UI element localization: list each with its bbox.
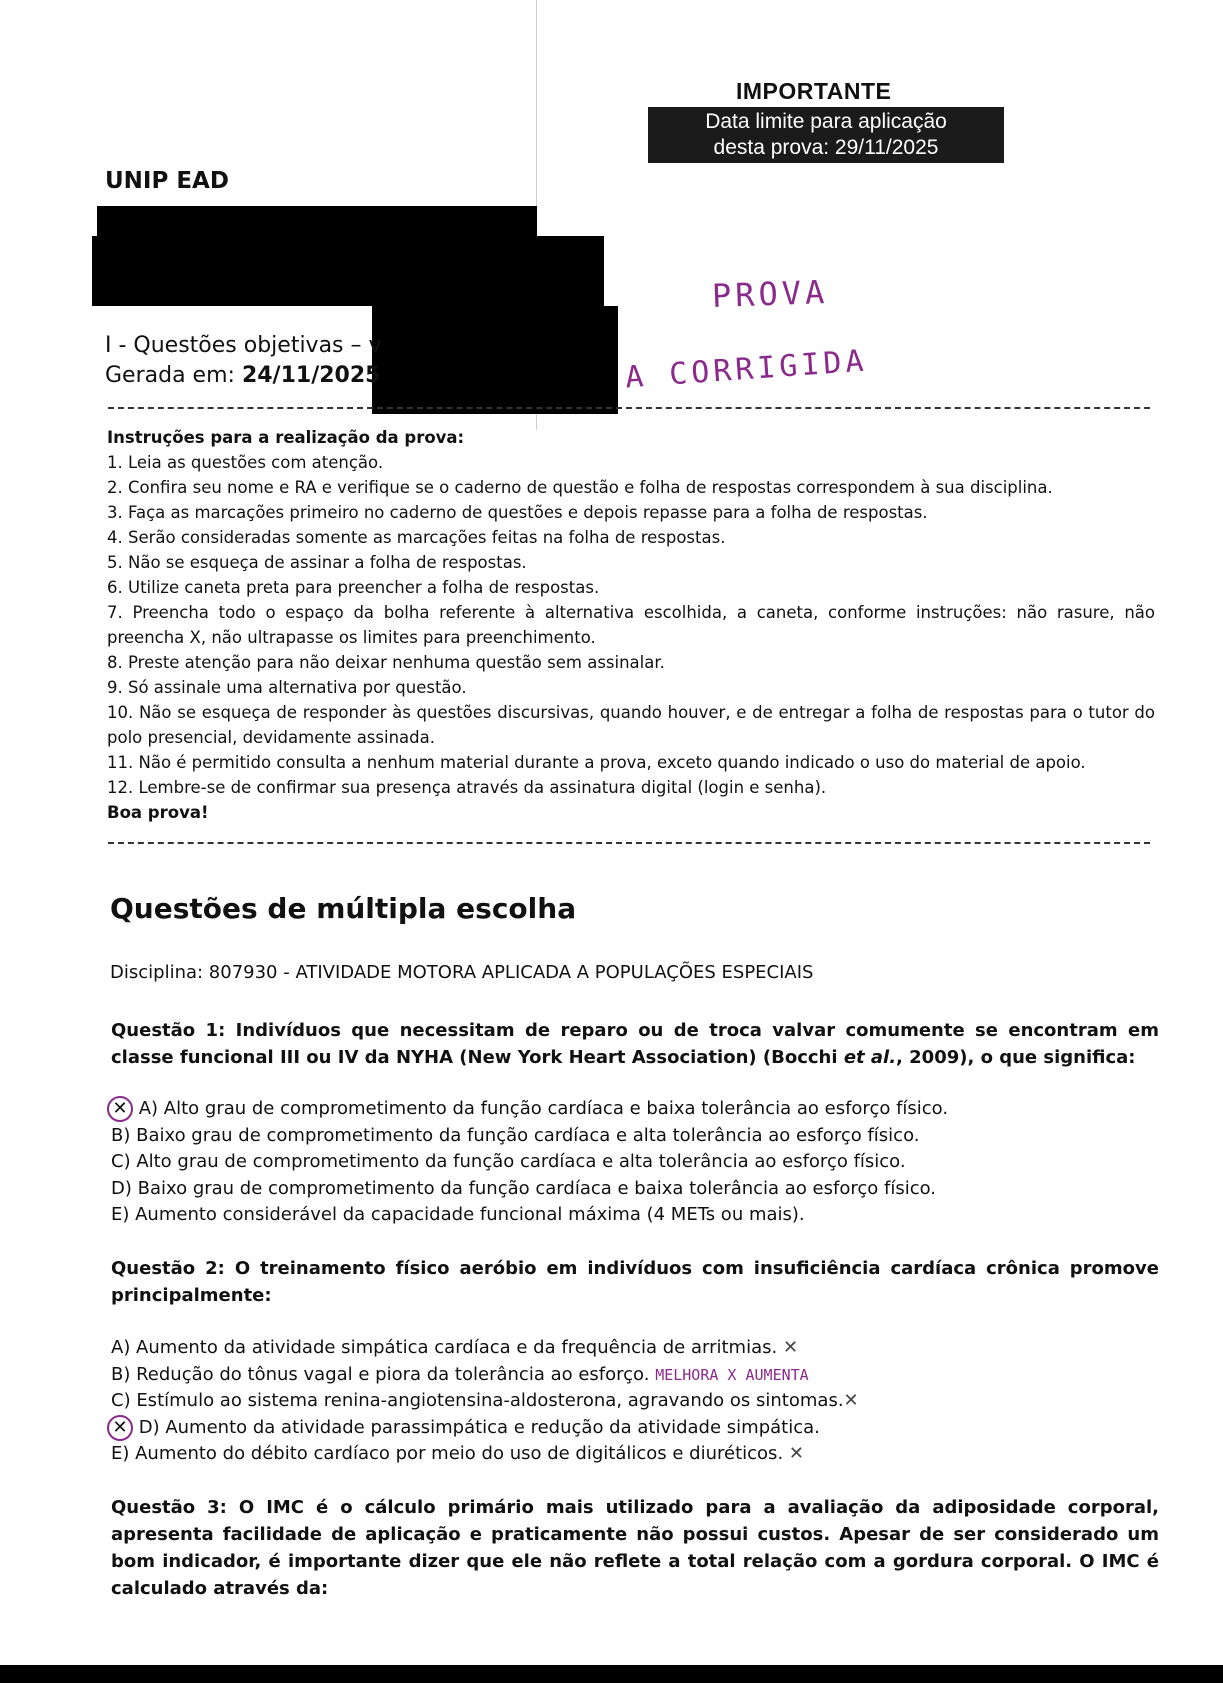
cross-mark-icon: ✕	[788, 1443, 804, 1464]
deadline-line-2: desta prova: 29/11/2025	[713, 136, 939, 159]
option-text: B) Redução do tônus vagal e piora da tolerância ao esforço.	[111, 1363, 650, 1385]
option-text: E) Aumento do débito cardíaco por meio do uso de digitálicos e diuréticos.	[111, 1443, 784, 1464]
question-2-prompt	[111, 1255, 1159, 1309]
divider-dashed	[108, 842, 1150, 844]
instructions-title: Instruções para a realização da prova:	[107, 428, 465, 447]
redaction-block	[92, 236, 604, 306]
option-a	[111, 1096, 1111, 1123]
instructions-block	[107, 425, 1155, 825]
option-c: C) Alto grau de comprometimento da função cardíaca e alta tolerância ao esforço físico.	[111, 1151, 906, 1172]
instruction-item: 12. Lembre-se de confirmar sua presença através da assinatura digital (login e senha).	[107, 778, 827, 797]
instruction-item: 2. Confira seu nome e RA e verifique se o caderno de questão e folha de respostas correspondem à sua disciplina.	[107, 478, 1053, 497]
instructions-closing: Boa prova!	[107, 803, 209, 822]
question-2-options	[111, 1335, 1111, 1468]
deadline-banner	[648, 107, 1004, 163]
question-label: Questão 2:	[111, 1258, 225, 1279]
question-3-prompt	[111, 1494, 1159, 1602]
option-text: A) Aumento da atividade simpática cardíaca e da frequência de arritmias.	[111, 1337, 778, 1358]
instruction-item: 3. Faça as marcações primeiro no caderno de questões e depois repasse para a folha de respostas.	[107, 503, 928, 522]
instruction-item: 9. Só assinale uma alternativa por questão.	[107, 678, 467, 697]
option-e: E) Aumento considerável da capacidade funcional máxima (4 METs ou mais).	[111, 1204, 805, 1225]
generated-label: Gerada em:	[105, 363, 235, 388]
instruction-item: 4. Serão consideradas somente as marcações feitas na folha de respostas.	[107, 528, 726, 547]
question-label: Questão 1:	[111, 1020, 226, 1041]
scan-bottom-edge	[0, 1665, 1223, 1683]
instruction-item: 5. Não se esqueça de assinar a folha de respostas.	[107, 553, 527, 572]
exam-type-line: I - Questões objetivas – v	[105, 333, 382, 358]
section-title: Questões de múltipla escolha	[110, 892, 577, 925]
handwritten-note: MELHORA X AUMENTA	[655, 1365, 809, 1384]
option-b: B) Baixo grau de comprometimento da função cardíaca e alta tolerância ao esforço físico.	[111, 1124, 920, 1146]
instruction-item: 6. Utilize caneta preta para preencher a folha de respostas.	[107, 578, 600, 597]
marked-answer-circle: ✕	[107, 1415, 133, 1441]
option-d: D) Baixo grau de comprometimento da função cardíaca e baixa tolerância ao esforço físico.	[111, 1177, 937, 1199]
cross-mark-icon: ✕	[782, 1337, 799, 1358]
handwritten-corrigida: A CORRIGIDA	[624, 343, 869, 396]
discipline-line: Disciplina: 807930 - ATIVIDADE MOTORA APLICADA A POPULAÇÕES ESPECIAIS	[110, 962, 814, 983]
important-label: IMPORTANTE	[736, 78, 892, 104]
deadline-line-1: Data limite para aplicação	[705, 110, 947, 133]
redaction-block	[372, 306, 618, 414]
generated-date: 24/11/2025	[241, 363, 381, 388]
option-d	[111, 1415, 1111, 1442]
cross-mark-icon: ✕	[843, 1390, 859, 1411]
generated-date-line	[105, 363, 380, 388]
instruction-item: 11. Não é permitido consulta a nenhum material durante a prova, exceto quando indicado o uso do material de apoio.	[107, 753, 1086, 772]
instruction-item: 10. Não se esqueça de responder às questões discursivas, quando houver, e de entregar a folha de respostas para o tutor do polo presencial, devidamente assinada.	[107, 703, 1155, 747]
question-text: O treinamento físico aeróbio em indivíduos com insuficiência cardíaca crônica promove principalmente:	[111, 1258, 1159, 1306]
option-text: D) Aumento da atividade parassimpática e redução da atividade simpática.	[138, 1416, 820, 1438]
instruction-item: 1. Leia as questões com atenção.	[107, 453, 384, 472]
option-e	[111, 1441, 1111, 1468]
question-text: Indivíduos que necessitam de reparo ou de troca valvar comumente se encontram em classe funcional III ou IV da NYHA (New York Heart Association) (Bocchi	[111, 1020, 1159, 1068]
question-label: Questão 3:	[111, 1497, 227, 1518]
question-1-options	[111, 1096, 1111, 1229]
option-c	[111, 1388, 1111, 1415]
institution-name: UNIP EAD	[105, 168, 229, 194]
option-a	[111, 1335, 1111, 1362]
handwritten-prova: PROVA	[711, 272, 829, 316]
option-text: C) Estímulo ao sistema renina-angiotensina-aldosterona, agravando os sintomas.	[111, 1390, 844, 1411]
question-text-italic: et al.	[843, 1047, 897, 1068]
divider-dashed	[108, 407, 1150, 409]
question-text: O IMC é o cálculo primário mais utilizado para a avaliação da adiposidade corporal, apresenta facilidade de aplicação e praticamente não possui custos. Apesar de ser considerado um bom indicador, é importante dizer que ele não reflete a total relação com a gordura corporal. O IMC é calculado através da:	[111, 1497, 1159, 1599]
option-b	[111, 1362, 1111, 1389]
instruction-item: 8. Preste atenção para não deixar nenhuma questão sem assinalar.	[107, 653, 665, 672]
instruction-item: 7. Preencha todo o espaço da bolha referente à alternativa escolhida, a caneta, conforme instruções: não rasure, não preencha X, não ultrapasse os limites para preenchimento.	[107, 603, 1155, 647]
marked-answer-circle: ✕	[107, 1096, 133, 1122]
question-1-prompt	[111, 1017, 1159, 1071]
option-text: A) Alto grau de comprometimento da função cardíaca e baixa tolerância ao esforço físico.	[138, 1098, 949, 1119]
question-text-tail: , 2009), o que significa:	[896, 1047, 1136, 1068]
